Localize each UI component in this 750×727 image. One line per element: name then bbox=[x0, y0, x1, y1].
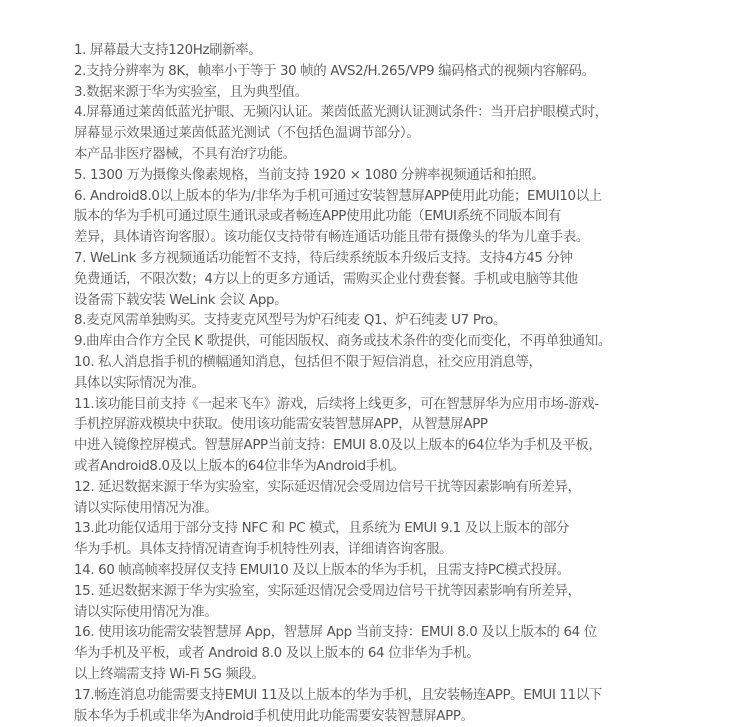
footnote-line: 或者Android8.0及以上版本的64位非华为Android手机。 bbox=[74, 457, 734, 478]
footnote-line: 14. 60 帧高帧率投屏仅支持 EMUI10 及以上版本的华为手机，且需支持PC模式投屏。 bbox=[74, 561, 734, 582]
footnote-line: 15. 延迟数据来源于华为实验室，实际延迟情况会受周边信号干扰等因素影响有所差异， bbox=[74, 582, 734, 603]
footnote-line: 2.支持分辨率为 8K，帧率小于等于 30 帧的 AVS2/H.265/VP9 编码格式的视频内容解码。 bbox=[74, 62, 734, 83]
footnote-line: 3.数据来源于华为实验室，且为典型值。 bbox=[74, 83, 734, 104]
footnote-line: 华为手机。具体支持情况请查询手机特性列表，详细请咨询客服。 bbox=[74, 540, 734, 561]
footnote-line: 本产品非医疗器械，不具有治疗功能。 bbox=[74, 145, 734, 166]
footnote-line: 17.畅连消息功能需要支持EMUI 11及以上版本的华为手机，且安装畅连APP。EMUI 11以下 bbox=[74, 686, 734, 707]
footnote-line: 以上终端需支持 Wi-Fi 5G 频段。 bbox=[74, 665, 734, 686]
footnote-line: 12. 延迟数据来源于华为实验室，实际延迟情况会受周边信号干扰等因素影响有所差异， bbox=[74, 478, 734, 499]
footnote-line: 请以实际使用情况为准。 bbox=[74, 603, 734, 624]
footnote-line: 4.屏幕通过莱茵低蓝光护眼、无频闪认证。莱茵低蓝光测认证测试条件：当开启护眼模式时， bbox=[74, 103, 734, 124]
footnote-line: 具体以实际情况为准。 bbox=[74, 374, 734, 395]
footnote-line: 11.该功能目前支持《一起来飞车》游戏，后续将上线更多，可在智慧屏华为应用市场-游戏- bbox=[74, 395, 734, 416]
footnote-line: 设备需下载安装 WeLink 会议 App。 bbox=[74, 291, 734, 312]
footnote-line: 6. Android8.0以上版本的华为/非华为手机可通过安装智慧屏APP使用此功能；EMUI10以上 bbox=[74, 187, 734, 208]
footnote-line: 请以实际使用情况为准。 bbox=[74, 499, 734, 520]
footnote-line: 8.麦克风需单独购买。支持麦克风型号为炉石纯麦 Q1、炉石纯麦 U7 Pro。 bbox=[74, 311, 734, 332]
footnote-line: 手机控屏游戏模块中获取。使用该功能需安装智慧屏APP，从智慧屏APP bbox=[74, 415, 734, 436]
footnote-line: 10. 私人消息指手机的横幅通知消息，包括但不限于短信消息，社交应用消息等， bbox=[74, 353, 734, 374]
footnote-line: 华为手机及平板，或者 Android 8.0 及以上版本的 64 位非华为手机。 bbox=[74, 644, 734, 665]
footnote-line: 9.曲库由合作方全民 K 歌提供，可能因版权、商务或技术条件的变化而变化，不再单独通知。 bbox=[74, 332, 734, 353]
footnote-line: 屏幕显示效果通过莱茵低蓝光测试（不包括色温调节部分）。 bbox=[74, 124, 734, 145]
footnotes-list bbox=[74, 41, 734, 727]
footnote-line: 13.此功能仅适用于部分支持 NFC 和 PC 模式，且系统为 EMUI 9.1 及以上版本的部分 bbox=[74, 519, 734, 540]
footnote-line: 7. WeLink 多方视频通话功能暂不支持，待后续系统版本升级后支持。支持4方45 分钟 bbox=[74, 249, 734, 270]
footnote-line: 免费通话，不限次数；4方以上的更多方通话，需购买企业付费套餐。手机或电脑等其他 bbox=[74, 270, 734, 291]
footnote-line: 差异，具体请咨询客服）。该功能仅支持带有畅连通话功能且带有摄像头的华为儿童手表。 bbox=[74, 228, 734, 249]
footnote-line: 版本的华为手机可通过原生通讯录或者畅连APP使用此功能（EMUI系统不同版本间有 bbox=[74, 207, 734, 228]
footnote-line: 16. 使用该功能需安装智慧屏 App，智慧屏 App 当前支持：EMUI 8.0 及以上版本的 64 位 bbox=[74, 623, 734, 644]
footnote-line: 5. 1300 万为摄像头像素规格，当前支持 1920 × 1080 分辨率视频通话和拍照。 bbox=[74, 166, 734, 187]
footnote-line: 版本华为手机或非华为Android手机使用此功能需要安装智慧屏APP。 bbox=[74, 707, 734, 727]
footnote-line: 中进入镜像控屏模式。智慧屏APP当前支持：EMUI 8.0及以上版本的64位华为手机及平板， bbox=[74, 436, 734, 457]
footnote-line: 1. 屏幕最大支持120Hz刷新率。 bbox=[74, 41, 734, 62]
